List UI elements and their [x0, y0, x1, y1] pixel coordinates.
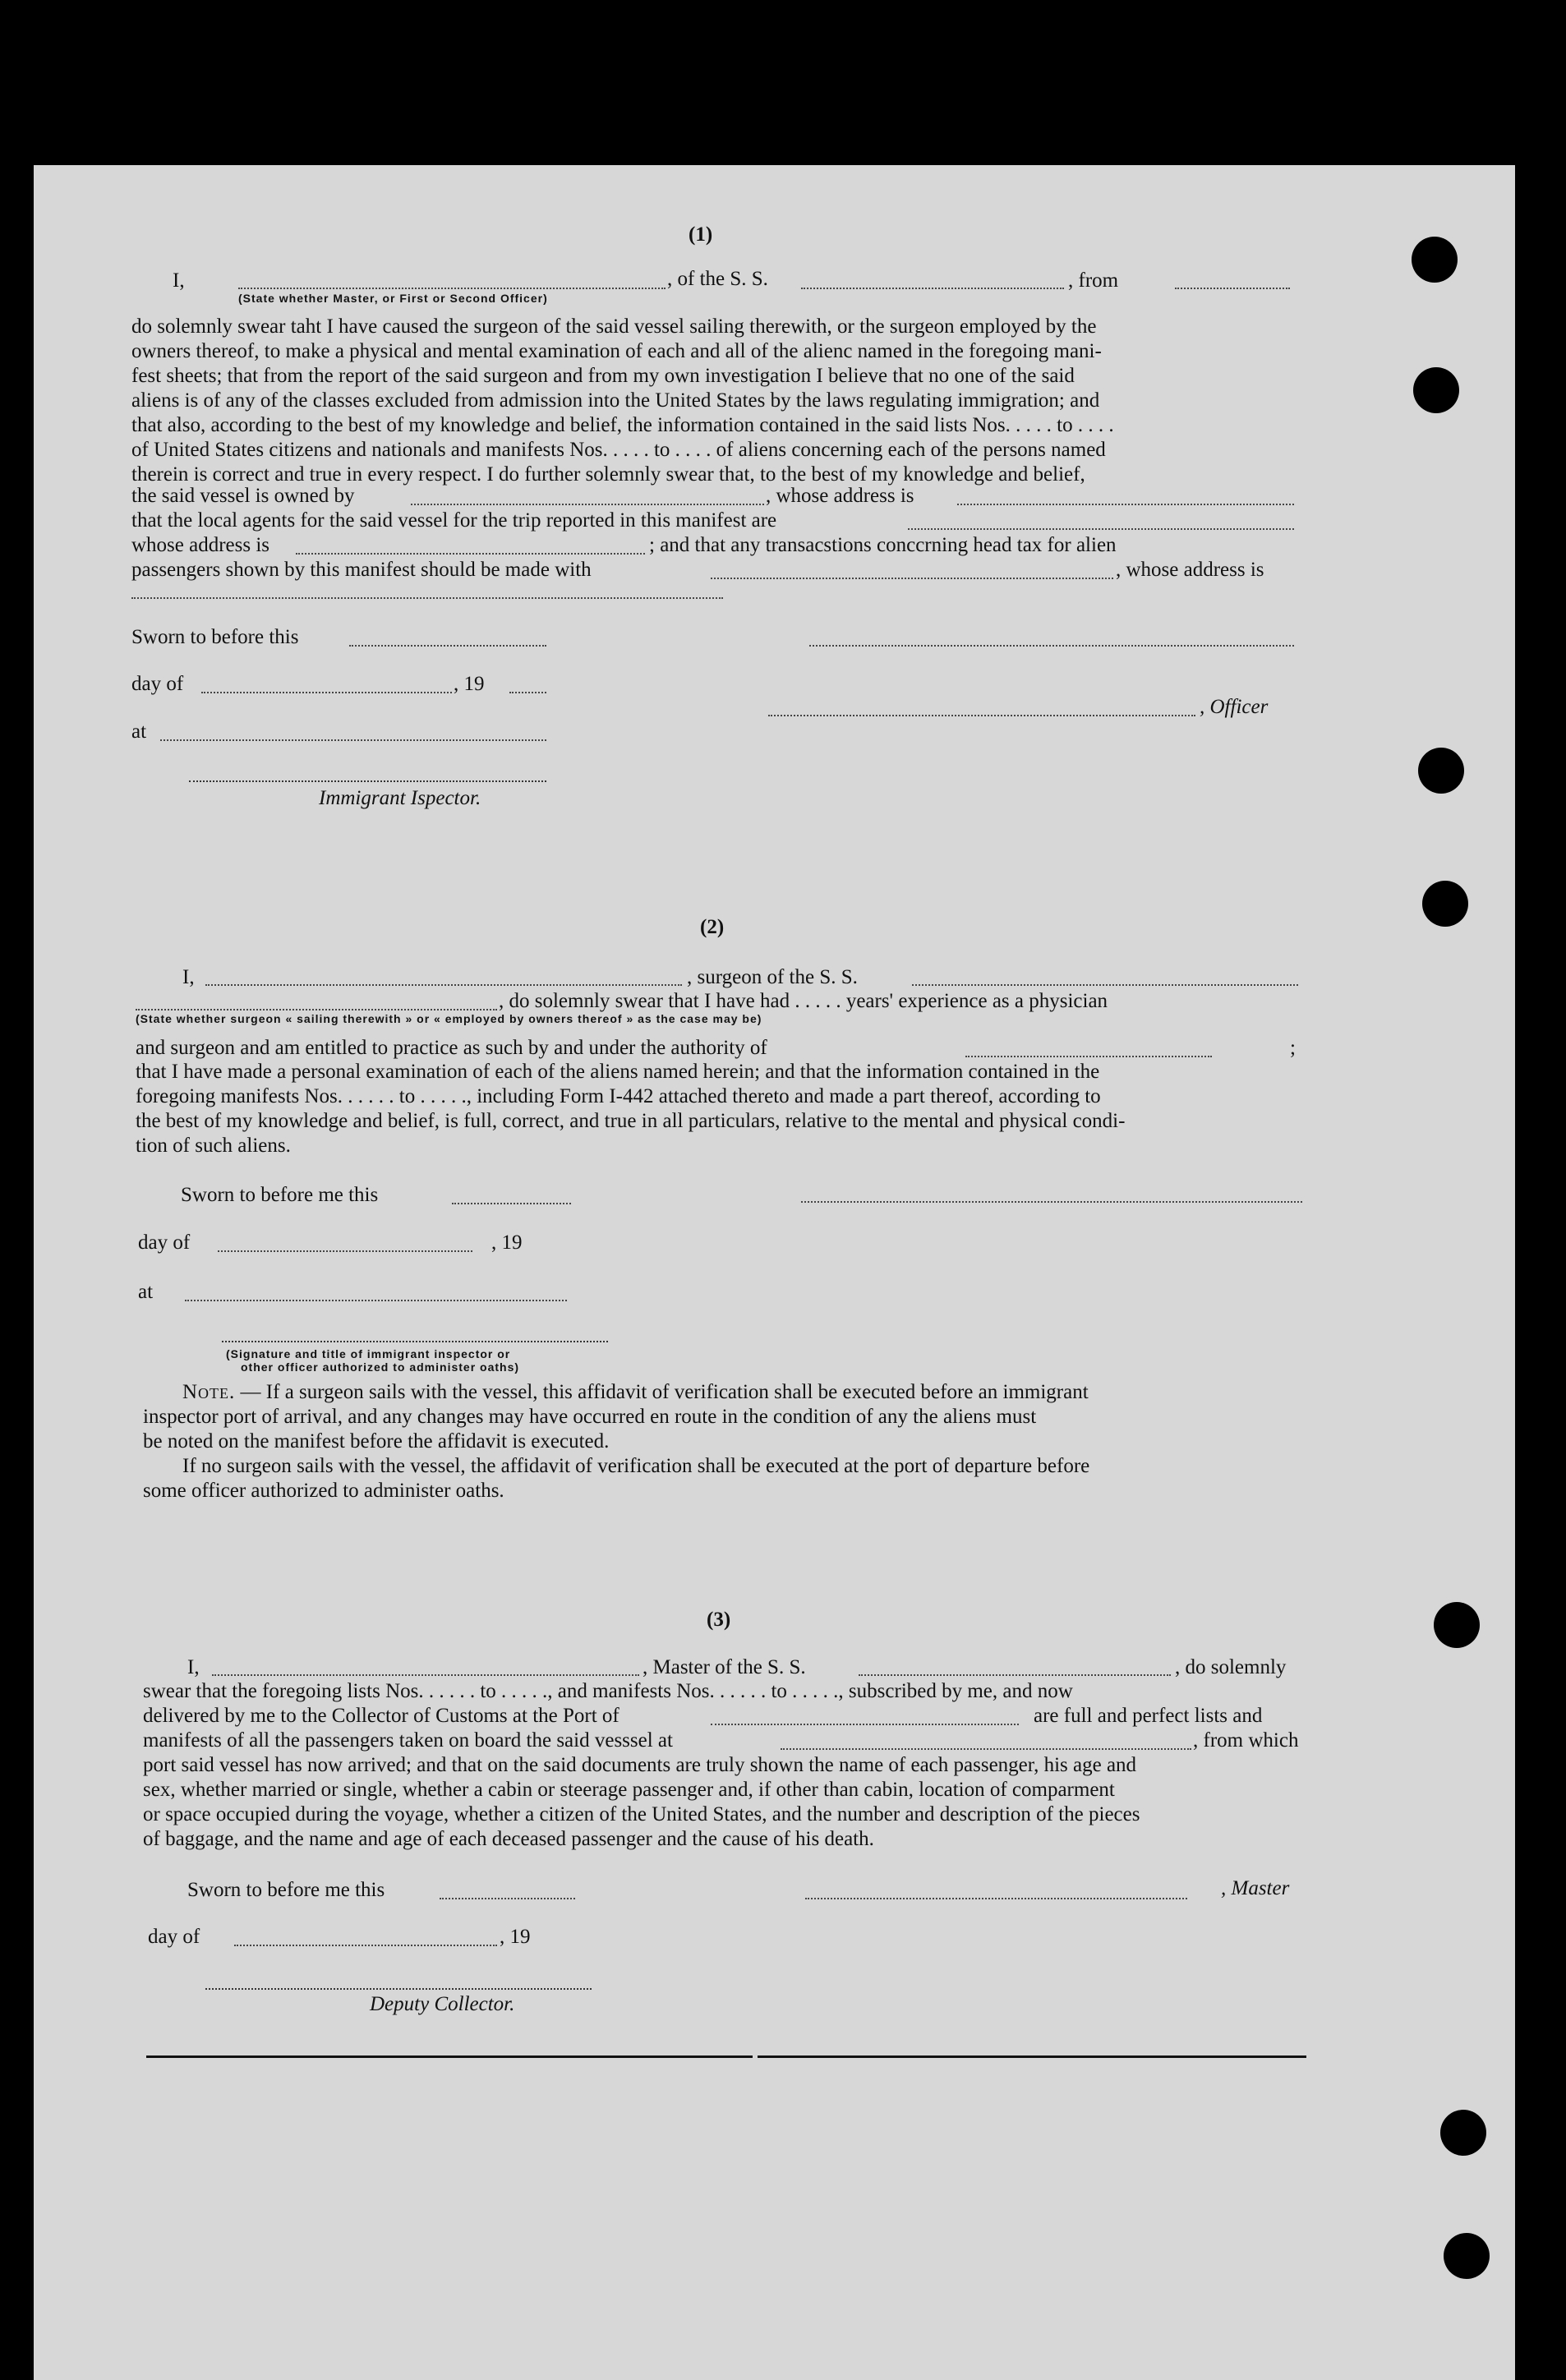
at-place-field[interactable] — [160, 739, 546, 741]
punch-hole — [1413, 367, 1459, 413]
line1-i: I, — [187, 1656, 200, 1678]
whose-address-label-3: , whose address is — [1116, 559, 1264, 581]
sworn-label: Sworn to before me this — [187, 1879, 385, 1901]
vessel-at-label: manifests of all the passengers taken on board the said vesssel at — [143, 1729, 673, 1752]
surgeon-of-label: , surgeon of the S. S. — [687, 966, 858, 988]
deputy-collector-label: Deputy Collector. — [370, 1993, 515, 2015]
day-of-label: day of — [138, 1231, 191, 1254]
section-1-number: (1) — [689, 223, 713, 246]
surgeon-name-field[interactable] — [205, 984, 682, 986]
sworn-date-field[interactable] — [349, 645, 546, 647]
line1-i: I, — [182, 966, 195, 988]
officer-signature-field[interactable] — [768, 715, 1195, 716]
head-tax-text: ; and that any transacstions conccrning head tax for alien — [649, 534, 1117, 556]
sworn-date-field[interactable] — [440, 1898, 575, 1899]
signature-caption — [226, 1347, 519, 1374]
paragraph-line: foregoing manifests Nos. . . . . . to . . . . ., including Form I-442 attached thereto and made a part thereof, according to — [136, 1085, 1101, 1107]
officer-name-field[interactable] — [238, 288, 666, 289]
inspector-signature-field[interactable] — [189, 780, 546, 782]
paragraph-line: be noted on the manifest before the affidavit is executed. — [143, 1430, 610, 1452]
punch-hole — [1412, 237, 1458, 283]
sworn-label: Sworn to before this — [131, 626, 299, 648]
master-ship-field[interactable] — [859, 1674, 1171, 1676]
paragraph-line: port said vessel has now arrived; and that on the said documents are truly shown the name of each passenger, his age and — [143, 1754, 1137, 1776]
paragraph-line: therein is correct and true in every respect. I do further solemnly swear that, to the best of my knowledge and belief, — [131, 463, 1085, 486]
paragraph-line: the best of my knowledge and belief, is full, correct, and true in all particulars, relative to the mental and physical condi- — [136, 1110, 1126, 1132]
immigrant-inspector-label: Immigrant Ispector. — [319, 787, 481, 809]
owned-by-label: the said vessel is owned by — [131, 485, 355, 507]
section-3-paragraph — [143, 1753, 1305, 1852]
collector-port-field[interactable] — [711, 1724, 1019, 1725]
owner-field[interactable] — [411, 504, 764, 505]
departure-port-field[interactable] — [781, 1748, 1191, 1750]
collector-signature-field[interactable] — [205, 1988, 592, 1990]
passengers-shown-text: passengers shown by this manifest should be made with — [131, 559, 592, 581]
nineteen-label: , 19 — [454, 673, 485, 695]
day-of-label: day of — [148, 1926, 200, 1948]
year-field[interactable] — [509, 692, 546, 693]
authority-label: and surgeon and am entitled to practice as such by and under the authority of — [136, 1037, 767, 1059]
from-which-label: , from which — [1193, 1729, 1299, 1752]
at-place-field[interactable] — [185, 1300, 567, 1301]
master-label: , Master — [1221, 1877, 1290, 1899]
from-port-field[interactable] — [1175, 288, 1290, 289]
paragraph-line: If no surgeon sails with the vessel, the affidavit of verification shall be executed at the port of departure before — [182, 1455, 1090, 1477]
at-label: at — [138, 1281, 154, 1303]
head-tax-party-address-field[interactable] — [131, 597, 723, 599]
inspector-signature-field[interactable] — [222, 1341, 608, 1342]
years-experience-text: , do solemnly swear that I have had . . . . . years' experience as a physician — [499, 990, 1108, 1012]
line1-i: I, — [173, 269, 185, 292]
lists-line — [143, 1679, 1305, 1704]
caption-line: (Signature and title of immigrant inspector or — [226, 1347, 511, 1360]
paragraph-line: that also, according to the best of my knowledge and belief, the information contained in the said lists Nos. . . . . to . . . . — [131, 414, 1114, 436]
authority-field[interactable] — [965, 1056, 1212, 1057]
punch-hole — [1418, 748, 1464, 794]
paragraph-line: or space occupied during the voyage, whether a citizen of the United States, and the number and description of the pieces — [143, 1803, 1140, 1825]
sworn-label: Sworn to before me this — [181, 1184, 379, 1206]
section-2-paragraph — [136, 1060, 1298, 1158]
paragraph-line: owners thereof, to make a physical and mental examination of each and all of the alienc named in the foregoing mani- — [131, 340, 1102, 362]
agent-address-field[interactable] — [296, 553, 645, 555]
punch-hole — [1434, 1602, 1480, 1648]
nineteen-label: , 19 — [491, 1231, 523, 1254]
sworn-date-field[interactable] — [452, 1203, 571, 1204]
day-of-field[interactable] — [218, 1250, 472, 1252]
paragraph-line: of baggage, and the name and age of each deceased passenger and the cause of his death. — [143, 1828, 874, 1850]
day-of-label: day of — [131, 673, 184, 695]
punch-hole — [1422, 881, 1468, 927]
head-tax-party-field[interactable] — [711, 578, 1113, 579]
day-of-field[interactable] — [201, 692, 452, 693]
section-3-number: (3) — [707, 1609, 731, 1631]
paragraph-line: sex, whether married or single, whether a cabin or steerage passenger and, if other than cabin, location of comparment — [143, 1779, 1115, 1801]
at-label: at — [131, 720, 147, 743]
note-2-paragraph — [182, 1454, 1301, 1479]
paragraph-line: of United States citizens and nationals and manifests Nos. . . . . to . . . . of aliens concerning each of the persons named — [131, 439, 1106, 461]
note-paragraph-cont — [143, 1405, 1301, 1454]
paragraph-line: fest sheets; that from the report of the said surgeon and from my own investigation I believe that no one of the said — [131, 365, 1075, 387]
section-2-number: (2) — [700, 916, 725, 938]
of-the-ss-label: , of the S. S. — [667, 268, 768, 290]
punch-hole — [1444, 2233, 1490, 2279]
do-solemnly-label: , do solemnly — [1175, 1656, 1287, 1678]
full-perfect-label: are full and perfect lists and — [1034, 1705, 1263, 1727]
caption-line: other officer authorized to administer oaths) — [241, 1360, 520, 1374]
surgeon-signature-field[interactable] — [801, 1201, 1302, 1203]
surgeon-ship-field[interactable] — [912, 984, 1298, 986]
local-agents-label: that the local agents for the said vessel for the trip reported in this manifest are — [131, 509, 777, 532]
paragraph-line: inspector port of arrival, and any changes may have occurred en route in the condition of any the aliens must — [143, 1406, 1037, 1428]
master-of-label: , Master of the S. S. — [643, 1656, 806, 1678]
punch-hole — [1440, 2110, 1486, 2156]
note-label: Note. — [182, 1381, 236, 1403]
surgeon-status-field[interactable] — [136, 1009, 497, 1010]
note-2-line-2: some officer authorized to administer oaths. — [143, 1480, 504, 1502]
bottom-rule-right — [758, 2055, 1306, 2058]
master-signature-field[interactable] — [805, 1898, 1187, 1899]
paragraph-line: — If a surgeon sails with the vessel, this affidavit of verification shall be executed before an immigrant — [235, 1381, 1089, 1403]
nineteen-label: , 19 — [500, 1926, 531, 1948]
local-agents-field[interactable] — [908, 528, 1294, 530]
collector-port-label: delivered by me to the Collector of Customs at the Port of — [143, 1705, 619, 1727]
from-label: , from — [1068, 269, 1119, 292]
officer-label: , Officer — [1200, 696, 1269, 718]
master-name-field[interactable] — [212, 1674, 639, 1676]
note-paragraph — [182, 1380, 1301, 1405]
officer-signature-top-field[interactable] — [809, 645, 1294, 647]
ship-name-field[interactable] — [801, 288, 1064, 289]
section-1-paragraph — [131, 315, 1298, 487]
whose-address-label-2: whose address is — [131, 534, 270, 556]
paragraph-line: aliens is of any of the classes excluded from admission into the United States by the laws regulating immigration; and — [131, 389, 1100, 412]
surgeon-caption: (State whether surgeon « sailing therewith » or « employed by owners thereof » as the case may be) — [136, 1012, 762, 1025]
paragraph-line: tion of such aliens. — [136, 1135, 291, 1157]
paragraph-line: swear that the foregoing lists Nos. . . . . . to . . . . ., and manifests Nos. . . . . . to . . . . ., subscribed by me, and now — [143, 1680, 1073, 1702]
paragraph-line: do solemnly swear taht I have caused the surgeon of the said vessel sailing therewith, or the surgeon employed by the — [131, 315, 1097, 338]
whose-address-label: , whose address is — [766, 485, 914, 507]
bottom-rule-left — [146, 2055, 753, 2058]
owner-address-field[interactable] — [957, 504, 1294, 505]
officer-caption: (State whether Master, or First or Second Officer) — [238, 292, 548, 305]
day-of-field[interactable] — [234, 1945, 497, 1946]
semicolon: ; — [1290, 1037, 1296, 1059]
paragraph-line: that I have made a personal examination of each of the aliens named herein; and that the information contained in the — [136, 1061, 1100, 1083]
